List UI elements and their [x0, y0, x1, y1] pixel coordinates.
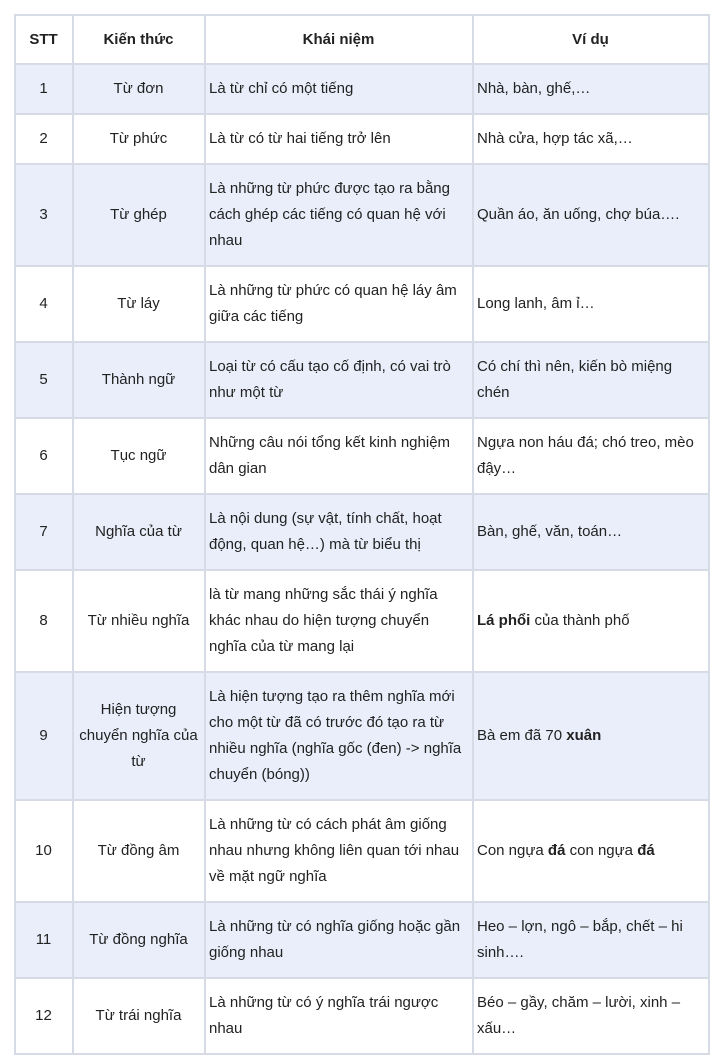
bold-example-text: đá	[547, 842, 566, 859]
table-row	[15, 570, 709, 672]
table-header-row	[15, 15, 709, 64]
cell-khai-niem: Là hiện tượng tạo ra thêm nghĩa mới cho một từ đã có trước đó tạo ra từ nhiều nghĩa (nghĩa gốc (đen) -> nghĩa chuyển (bóng))	[205, 672, 473, 800]
cell-stt: 6	[15, 418, 73, 494]
example-text: Có chí thì nên, kiến bò miệng chén	[477, 358, 673, 401]
cell-khai-niem: Là những từ phức được tạo ra bằng cách ghép các tiếng có quan hệ với nhau	[205, 164, 473, 266]
table-row	[15, 418, 709, 494]
cell-vi-du	[473, 114, 709, 164]
example-text: Bà em đã 70	[477, 727, 567, 744]
cell-khai-niem: là từ mang những sắc thái ý nghĩa khác nhau do hiện tượng chuyển nghĩa của từ mang lại	[205, 570, 473, 672]
table-row	[15, 114, 709, 164]
header-stt: STT	[15, 15, 73, 64]
example-text: Nhà cửa, hợp tác xã,…	[477, 130, 633, 147]
cell-stt: 11	[15, 902, 73, 978]
example-text: của thành phố	[530, 612, 630, 629]
header-vi-du: Ví dụ	[473, 15, 709, 64]
example-text: Long lanh, âm ỉ…	[477, 295, 595, 312]
cell-khai-niem: Là những từ có ý nghĩa trái ngược nhau	[205, 978, 473, 1054]
cell-stt: 1	[15, 64, 73, 114]
cell-vi-du	[473, 164, 709, 266]
cell-kien-thuc: Từ nhiều nghĩa	[73, 570, 205, 672]
cell-khai-niem: Là từ chỉ có một tiếng	[205, 64, 473, 114]
cell-kien-thuc: Từ láy	[73, 266, 205, 342]
cell-kien-thuc: Nghĩa của từ	[73, 494, 205, 570]
cell-kien-thuc: Từ trái nghĩa	[73, 978, 205, 1054]
table-row	[15, 978, 709, 1054]
cell-vi-du	[473, 266, 709, 342]
cell-stt: 9	[15, 672, 73, 800]
knowledge-table	[14, 14, 710, 1055]
cell-khai-niem: Là từ có từ hai tiếng trở lên	[205, 114, 473, 164]
cell-kien-thuc: Từ đồng âm	[73, 800, 205, 902]
table-row	[15, 266, 709, 342]
cell-khai-niem: Là những từ phức có quan hệ láy âm giữa các tiếng	[205, 266, 473, 342]
example-text: Nhà, bàn, ghế,…	[477, 80, 591, 97]
table-row	[15, 64, 709, 114]
cell-kien-thuc: Từ đồng nghĩa	[73, 902, 205, 978]
cell-vi-du	[473, 800, 709, 902]
cell-kien-thuc: Từ phức	[73, 114, 205, 164]
cell-kien-thuc: Tục ngữ	[73, 418, 205, 494]
header-kien-thuc: Kiến thức	[73, 15, 205, 64]
cell-stt: 10	[15, 800, 73, 902]
cell-stt: 3	[15, 164, 73, 266]
cell-vi-du	[473, 418, 709, 494]
table-row	[15, 672, 709, 800]
cell-vi-du	[473, 64, 709, 114]
example-text: Con ngựa	[477, 842, 548, 859]
cell-stt: 2	[15, 114, 73, 164]
bold-example-text: xuân	[566, 727, 602, 744]
bold-example-text: Lá phổi	[477, 612, 531, 629]
example-text: Quần áo, ăn uống, chợ búa….	[477, 206, 680, 223]
cell-khai-niem: Những câu nói tổng kết kinh nghiệm dân gian	[205, 418, 473, 494]
cell-stt: 5	[15, 342, 73, 418]
table-row	[15, 164, 709, 266]
cell-kien-thuc: Từ ghép	[73, 164, 205, 266]
cell-vi-du	[473, 494, 709, 570]
cell-khai-niem: Là những từ có cách phát âm giống nhau nhưng không liên quan tới nhau về mặt ngữ nghĩa	[205, 800, 473, 902]
cell-vi-du	[473, 570, 709, 672]
example-text: Heo – lợn, ngô – bắp, chết – hi sinh….	[477, 918, 683, 961]
example-text: Béo – gầy, chăm – lười, xinh – xấu…	[477, 994, 681, 1037]
cell-stt: 4	[15, 266, 73, 342]
example-text: Ngựa non háu đá; chó treo, mèo đậy…	[477, 434, 694, 477]
cell-khai-niem: Là nội dung (sự vật, tính chất, hoạt động, quan hệ…) mà từ biểu thị	[205, 494, 473, 570]
table-row	[15, 800, 709, 902]
cell-kien-thuc: Từ đơn	[73, 64, 205, 114]
cell-vi-du	[473, 902, 709, 978]
cell-khai-niem: Là những từ có nghĩa giống hoặc gần giống nhau	[205, 902, 473, 978]
table-row	[15, 342, 709, 418]
cell-stt: 7	[15, 494, 73, 570]
cell-vi-du	[473, 342, 709, 418]
table-row	[15, 902, 709, 978]
cell-kien-thuc: Thành ngữ	[73, 342, 205, 418]
example-text: con ngựa	[565, 842, 638, 859]
header-khai-niem: Khái niệm	[205, 15, 473, 64]
cell-stt: 12	[15, 978, 73, 1054]
cell-kien-thuc: Hiện tượng chuyển nghĩa của từ	[73, 672, 205, 800]
bold-example-text: đá	[637, 842, 655, 859]
cell-stt: 8	[15, 570, 73, 672]
cell-khai-niem: Loại từ có cấu tạo cố định, có vai trò như một từ	[205, 342, 473, 418]
cell-vi-du	[473, 672, 709, 800]
cell-vi-du	[473, 978, 709, 1054]
example-text: Bàn, ghế, văn, toán…	[477, 523, 623, 540]
table-row	[15, 494, 709, 570]
